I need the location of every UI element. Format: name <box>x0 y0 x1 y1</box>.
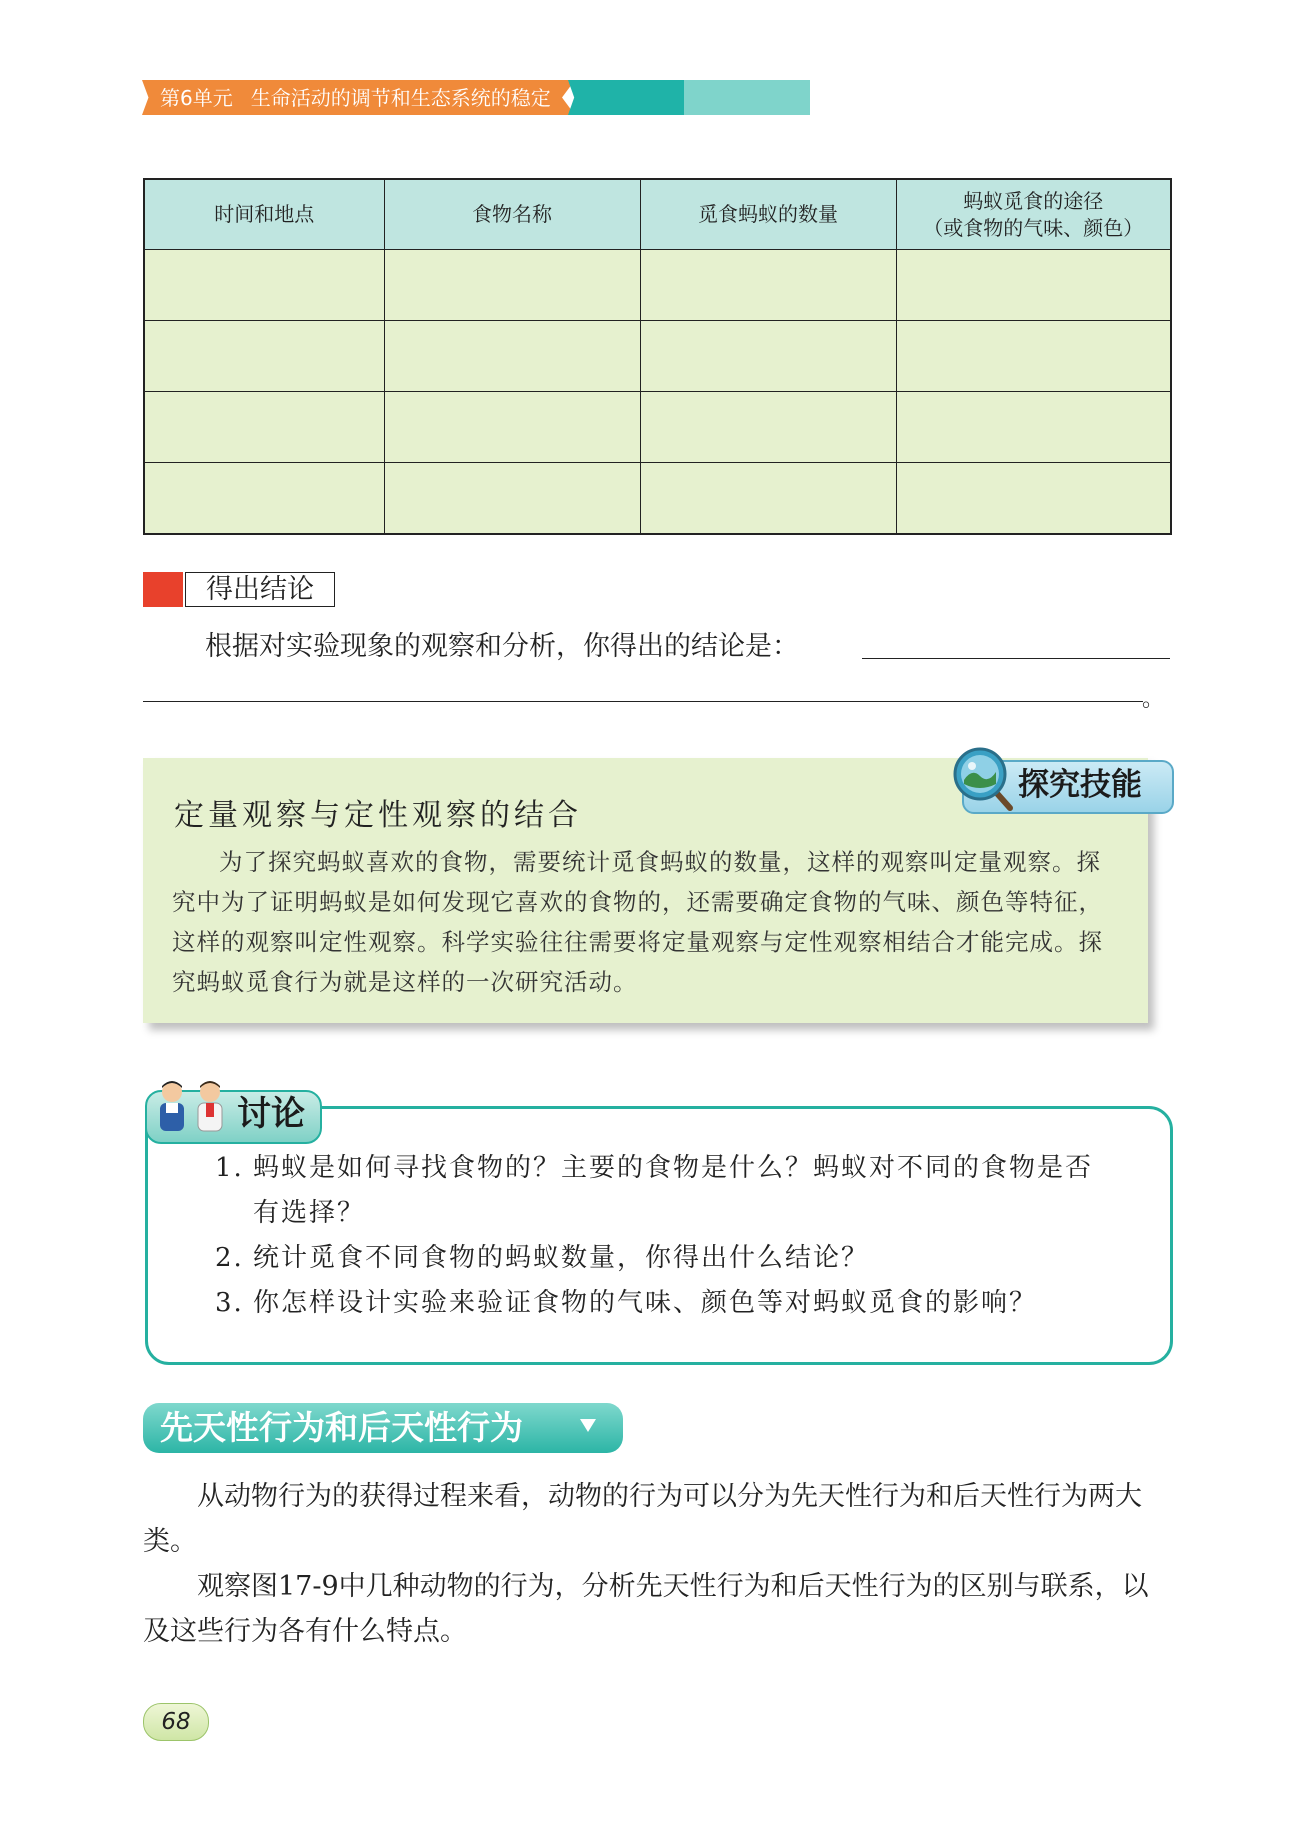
conclusion-marker <box>143 572 183 607</box>
table-cell[interactable] <box>640 321 896 392</box>
page-number: 68 <box>143 1703 209 1741</box>
table-cell[interactable] <box>640 463 896 535</box>
table-cell[interactable] <box>896 321 1171 392</box>
table-row <box>144 321 1171 392</box>
discussion-item-number: 3. <box>215 1288 244 1318</box>
table-row <box>144 250 1171 321</box>
conclusion-prompt: 根据对实验现象的观察和分析，你得出的结论是： <box>205 631 799 662</box>
skill-paragraph: 为了探究蚂蚁喜欢的食物，需要统计觅食蚂蚁的数量，这样的观察叫定量观察。探究中为了证明蚂蚁是如何发现它喜欢的食物的，还需要确定食物的气味、颜色等特征，这样的观察叫定性观察。科学实验往往需要将定量观察与定性观察相结合才能完成。探究蚂蚁觅食行为就是这样的一次研究活动。 <box>172 848 1103 996</box>
table-cell[interactable] <box>896 463 1171 535</box>
unit-title: 生命活动的调节和生态系统的稳定 <box>250 86 551 110</box>
header-food-name: 食物名称 <box>384 179 640 250</box>
table-cell[interactable] <box>144 250 384 321</box>
section-paragraph-2: 观察图17-9中几种动物的行为，分析先天性行为和后天性行为的区别与联系，以及这些行为各有什么特点。 <box>143 1571 1149 1647</box>
header-foraging-path-line1: 蚂蚁觅食的途径 <box>963 188 1104 213</box>
table-cell[interactable] <box>384 463 640 535</box>
section-heading: 先天性行为和后天性行为 <box>160 1408 523 1447</box>
answer-line-2[interactable] <box>143 701 1143 702</box>
answer-line-1[interactable] <box>862 658 1170 659</box>
header-banner-teal <box>568 80 692 115</box>
discussion-item-text: 蚂蚁是如何寻找食物的？主要的食物是什么？蚂蚁对不同的食物是否有选择？ <box>253 1153 1094 1228</box>
skill-title: 定量观察与定性观察的结合 <box>174 798 582 833</box>
discussion-item <box>215 1281 1115 1326</box>
triangle-down-icon[interactable] <box>580 1419 596 1432</box>
table-cell[interactable] <box>384 250 640 321</box>
table-row <box>144 392 1171 463</box>
discussion-list <box>215 1146 1115 1326</box>
answer-end-mark: 。 <box>1142 687 1165 712</box>
unit-header <box>160 84 569 112</box>
table-cell[interactable] <box>144 321 384 392</box>
conclusion-heading: 得出结论 <box>185 572 335 607</box>
discussion-label: 讨论 <box>237 1094 305 1134</box>
table-cell[interactable] <box>640 250 896 321</box>
section-paragraph-1: 从动物行为的获得过程来看，动物的行为可以分为先天性行为和后天性行为两大类。 <box>143 1481 1142 1557</box>
header-foraging-path <box>896 179 1171 250</box>
discussion-item <box>215 1236 1115 1281</box>
table-cell[interactable] <box>384 321 640 392</box>
students-icon <box>152 1078 234 1140</box>
table-cell[interactable] <box>896 392 1171 463</box>
magnifier-icon <box>950 744 1020 814</box>
skill-badge-label: 探究技能 <box>1018 767 1142 803</box>
header-foraging-path-line2: （或食物的气味、颜色） <box>923 215 1144 240</box>
table-cell[interactable] <box>144 392 384 463</box>
discussion-item-text: 统计觅食不同食物的蚂蚁数量，你得出什么结论？ <box>253 1243 870 1273</box>
table-header-row <box>144 179 1171 250</box>
discussion-item-number: 1. <box>215 1153 244 1183</box>
discussion-item-number: 2. <box>215 1243 244 1273</box>
table-cell[interactable] <box>384 392 640 463</box>
table-cell[interactable] <box>896 250 1171 321</box>
header-time-place: 时间和地点 <box>144 179 384 250</box>
table-cell[interactable] <box>144 463 384 535</box>
unit-number: 第6单元 <box>160 86 233 110</box>
header-ant-count: 觅食蚂蚁的数量 <box>640 179 896 250</box>
table-row <box>144 463 1171 535</box>
discussion-item-text: 你怎样设计实验来验证食物的气味、颜色等对蚂蚁觅食的影响？ <box>253 1288 1038 1318</box>
table-cell[interactable] <box>640 392 896 463</box>
observation-table <box>143 178 1172 535</box>
discussion-item <box>215 1146 1115 1236</box>
header-banner-light <box>684 80 810 115</box>
